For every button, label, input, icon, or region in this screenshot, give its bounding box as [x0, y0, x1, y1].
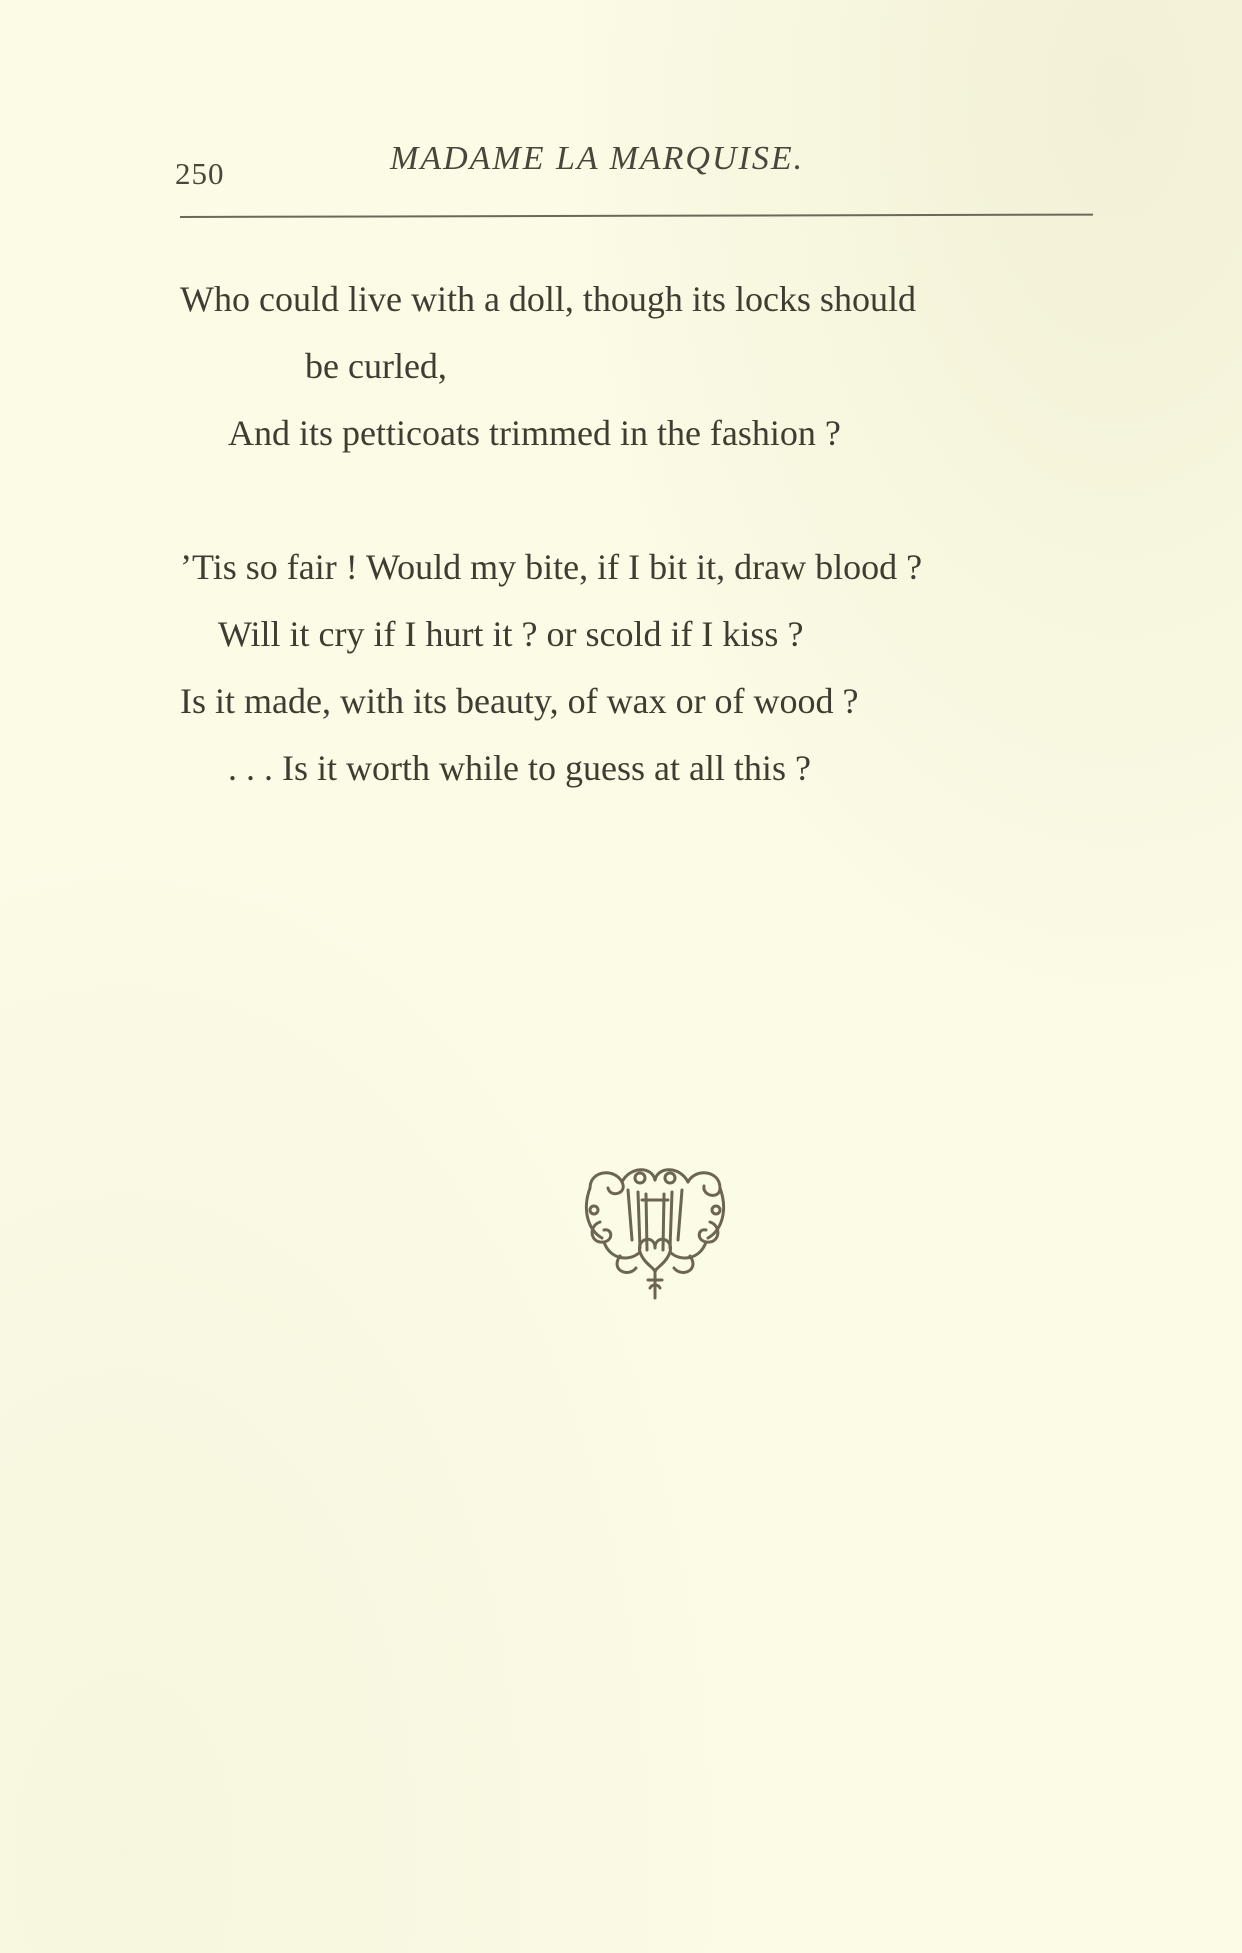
page-number: 250: [175, 156, 225, 191]
floral-tailpiece-icon: [580, 1160, 730, 1305]
verse-line: ’Tis so fair ! Would my bite, if I bit it, draw blood ?: [180, 547, 923, 587]
verse-line: Who could live with a doll, though its locks should: [180, 279, 916, 319]
verse-line: And its petticoats trimmed in the fashion ?: [228, 413, 841, 453]
running-title: MADAME LA MARQUISE.: [390, 140, 805, 177]
verse-line: . . . Is it worth while to guess at all this ?: [228, 748, 811, 788]
header-rule: [180, 214, 1093, 218]
verse-line: be curled,: [305, 346, 447, 386]
verse-line: Will it cry if I hurt it ? or scold if I kiss ?: [218, 614, 804, 654]
verse-line: Is it made, with its beauty, of wax or of wood ?: [180, 681, 859, 721]
